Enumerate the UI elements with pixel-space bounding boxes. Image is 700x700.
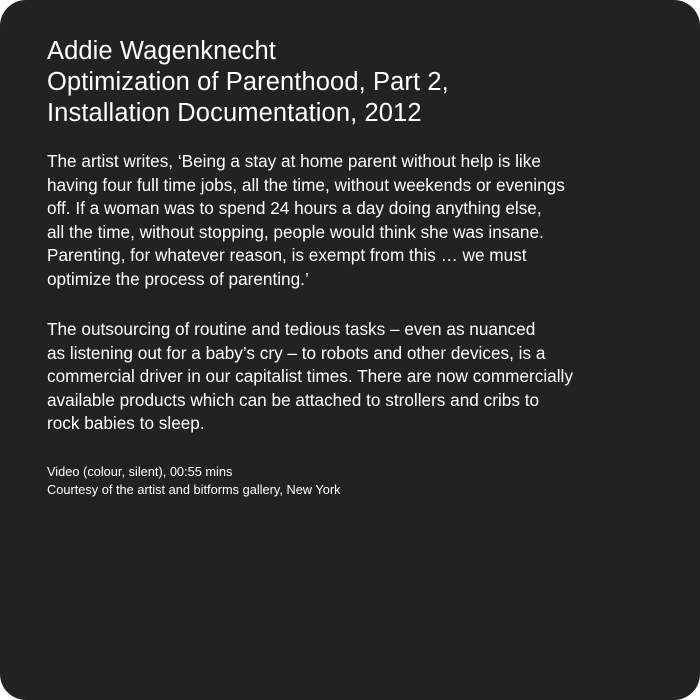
text-line: The outsourcing of routine and tedious tasks – even as nuanced: [47, 319, 536, 339]
artwork-title-line: Optimization of Parenthood, Part 2,: [47, 68, 449, 96]
artist-name: Addie Wagenknecht: [47, 37, 276, 65]
text-line: all the time, without stopping, people would think she was insane.: [47, 221, 544, 242]
artwork-heading: [47, 36, 654, 129]
text-line: available products which can be attached to strollers and cribs to: [47, 389, 540, 410]
text-line: having four full time jobs, all the time, without weekends or evenings: [47, 174, 565, 195]
artwork-details: [47, 463, 654, 500]
text-line: Parenting, for whatever reason, is exempt from this … we must: [47, 245, 527, 265]
text-line: rock babies to sleep.: [47, 413, 205, 433]
credit-line: Courtesy of the artist and bitforms gallery, New York: [47, 482, 341, 497]
artwork-title-line: Installation Documentation, 2012: [47, 99, 422, 127]
description-paragraph-1: [47, 150, 654, 291]
description-paragraph-2: [47, 318, 654, 436]
text-line: off. If a woman was to spend 24 hours a day doing anything else,: [47, 198, 542, 218]
text-line: The artist writes, ‘Being a stay at home parent without help is like: [47, 151, 541, 171]
medium-duration: Video (colour, silent), 00:55 mins: [47, 463, 233, 479]
text-line: optimize the process of parenting.’: [47, 268, 309, 289]
text-line: as listening out for a baby’s cry – to robots and other devices, is a: [47, 342, 546, 363]
text-line: commercial driver in our capitalist times. There are now commercially: [47, 366, 573, 386]
